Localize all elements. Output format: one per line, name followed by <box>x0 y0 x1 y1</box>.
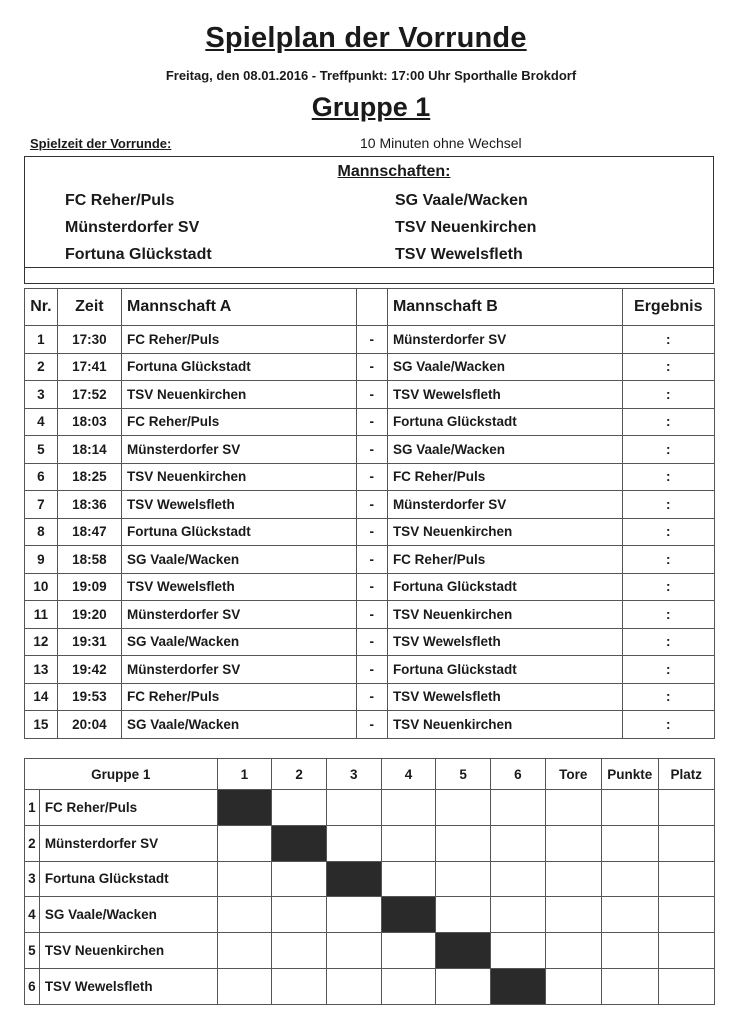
team-b: Fortuna Glückstadt <box>387 573 622 601</box>
team-a: Fortuna Glückstadt <box>122 518 357 546</box>
standings-self-cell <box>272 825 327 861</box>
standings-cell <box>272 897 327 933</box>
table-row <box>25 546 715 574</box>
match-number: 9 <box>25 546 58 574</box>
standings-cell <box>272 933 327 969</box>
standings-self-cell <box>217 790 272 826</box>
standings-cell <box>272 968 327 1004</box>
team-right-2: TSV Neuenkirchen <box>395 219 537 236</box>
table-row <box>25 656 715 684</box>
team-b: TSV Neuenkirchen <box>387 601 622 629</box>
team-a: Münsterdorfer SV <box>122 601 357 629</box>
standings-cell <box>272 790 327 826</box>
standings-self-cell <box>381 897 436 933</box>
table-row <box>25 573 715 601</box>
result-field: : <box>622 353 714 381</box>
standings-cell <box>545 825 601 861</box>
team-b: TSV Wewelsfleth <box>387 683 622 711</box>
team-b: Münsterdorfer SV <box>387 491 622 519</box>
standings-cell <box>601 825 658 861</box>
standings-cell <box>545 861 601 897</box>
team-a: SG Vaale/Wacken <box>122 546 357 574</box>
result-field: : <box>622 711 714 739</box>
standings-cell <box>381 861 436 897</box>
standings-col-header: 6 <box>490 759 545 790</box>
table-row <box>25 601 715 629</box>
teams-box-divider <box>25 267 713 268</box>
standings-cell <box>436 825 491 861</box>
standings-col-header: Tore <box>545 759 601 790</box>
standings-cell <box>326 968 381 1004</box>
standings-cell <box>381 968 436 1004</box>
result-field: : <box>622 408 714 436</box>
standings-col-header: 1 <box>217 759 272 790</box>
standings-cell <box>490 897 545 933</box>
table-row <box>25 491 715 519</box>
header-dash <box>356 289 387 326</box>
standings-cell <box>658 933 714 969</box>
team-b: Münsterdorfer SV <box>387 326 622 354</box>
team-b: TSV Neuenkirchen <box>387 518 622 546</box>
standings-cell <box>272 861 327 897</box>
match-dash: - <box>356 546 387 574</box>
match-dash: - <box>356 518 387 546</box>
match-number: 2 <box>25 353 58 381</box>
standings-cell <box>381 825 436 861</box>
standings-row <box>25 933 715 969</box>
match-dash: - <box>356 491 387 519</box>
standings-cell <box>658 861 714 897</box>
match-time: 18:03 <box>57 408 121 436</box>
standings-cell <box>326 825 381 861</box>
result-field: : <box>622 491 714 519</box>
match-dash: - <box>356 381 387 409</box>
standings-cell <box>490 825 545 861</box>
standings-cell <box>217 825 272 861</box>
standings-cell <box>490 861 545 897</box>
match-number: 4 <box>25 408 58 436</box>
spielzeit-label: Spielzeit der Vorrunde: <box>30 136 172 151</box>
header-nr: Nr. <box>25 289 58 326</box>
table-row <box>25 628 715 656</box>
match-dash: - <box>356 326 387 354</box>
match-number: 15 <box>25 711 58 739</box>
team-a: SG Vaale/Wacken <box>122 711 357 739</box>
match-time: 19:20 <box>57 601 121 629</box>
team-left-2: Münsterdorfer SV <box>65 219 200 236</box>
result-field: : <box>622 573 714 601</box>
standings-cell <box>217 968 272 1004</box>
match-number: 13 <box>25 656 58 684</box>
table-row <box>25 711 715 739</box>
standings-cell <box>436 968 491 1004</box>
table-row <box>25 436 715 464</box>
match-dash: - <box>356 656 387 684</box>
result-field: : <box>622 601 714 629</box>
group-title: Gruppe 1 <box>311 92 431 122</box>
match-time: 19:42 <box>57 656 121 684</box>
header-team-a: Mannschaft A <box>122 289 357 326</box>
standings-cell <box>658 825 714 861</box>
teams-box <box>24 156 714 284</box>
team-b: FC Reher/Puls <box>387 463 622 491</box>
team-b: SG Vaale/Wacken <box>387 436 622 464</box>
standings-col-header: 3 <box>326 759 381 790</box>
table-row <box>25 463 715 491</box>
header-result: Ergebnis <box>622 289 714 326</box>
standings-cell <box>436 897 491 933</box>
match-dash: - <box>356 628 387 656</box>
standings-cell <box>658 968 714 1004</box>
standings-cell <box>436 790 491 826</box>
team-a: TSV Neuenkirchen <box>122 463 357 491</box>
match-dash: - <box>356 408 387 436</box>
standings-team: Fortuna Glückstadt <box>39 861 217 897</box>
standings-table <box>24 758 715 1005</box>
result-field: : <box>622 326 714 354</box>
standings-row-number: 5 <box>25 933 40 969</box>
team-b: SG Vaale/Wacken <box>387 353 622 381</box>
team-b: TSV Wewelsfleth <box>387 628 622 656</box>
match-dash: - <box>356 711 387 739</box>
result-field: : <box>622 546 714 574</box>
schedule-body <box>25 326 715 739</box>
match-time: 18:47 <box>57 518 121 546</box>
standings-team: SG Vaale/Wacken <box>39 897 217 933</box>
table-row <box>25 683 715 711</box>
table-row <box>25 326 715 354</box>
team-a: FC Reher/Puls <box>122 408 357 436</box>
standings-col-header: 2 <box>272 759 327 790</box>
team-b: TSV Wewelsfleth <box>387 381 622 409</box>
team-a: TSV Wewelsfleth <box>122 573 357 601</box>
standings-row <box>25 825 715 861</box>
standings-team: FC Reher/Puls <box>39 790 217 826</box>
standings-cell <box>326 897 381 933</box>
match-time: 19:09 <box>57 573 121 601</box>
match-time: 18:14 <box>57 436 121 464</box>
standings-cell <box>545 897 601 933</box>
standings-cell <box>658 897 714 933</box>
match-dash: - <box>356 683 387 711</box>
header-team-b: Mannschaft B <box>387 289 622 326</box>
standings-self-cell <box>326 861 381 897</box>
match-number: 6 <box>25 463 58 491</box>
team-left-1: FC Reher/Puls <box>65 192 175 209</box>
team-a: Fortuna Glückstadt <box>122 353 357 381</box>
standings-cell <box>217 861 272 897</box>
standings-team: Münsterdorfer SV <box>39 825 217 861</box>
match-number: 14 <box>25 683 58 711</box>
team-b: Fortuna Glückstadt <box>387 408 622 436</box>
standings-cell <box>436 861 491 897</box>
standings-row-number: 3 <box>25 861 40 897</box>
standings-col-header: 5 <box>436 759 491 790</box>
match-number: 5 <box>25 436 58 464</box>
match-time: 19:31 <box>57 628 121 656</box>
standings-cell <box>658 790 714 826</box>
standings-cell <box>601 861 658 897</box>
result-field: : <box>622 381 714 409</box>
team-b: TSV Neuenkirchen <box>387 711 622 739</box>
table-row <box>25 353 715 381</box>
match-time: 18:36 <box>57 491 121 519</box>
event-subtitle: Freitag, den 08.01.2016 - Treffpunkt: 17:00 Uhr Sporthalle Brokdorf <box>165 68 577 83</box>
standings-cell <box>217 933 272 969</box>
standings-row-number: 2 <box>25 825 40 861</box>
match-time: 17:41 <box>57 353 121 381</box>
standings-col-header: Punkte <box>601 759 658 790</box>
standings-cell <box>601 968 658 1004</box>
standings-cell <box>326 933 381 969</box>
result-field: : <box>622 628 714 656</box>
match-number: 7 <box>25 491 58 519</box>
standings-row <box>25 861 715 897</box>
team-a: TSV Wewelsfleth <box>122 491 357 519</box>
standings-cell <box>326 790 381 826</box>
spielzeit-value: 10 Minuten ohne Wechsel <box>360 135 522 151</box>
result-field: : <box>622 683 714 711</box>
standings-col-header: Platz <box>658 759 714 790</box>
match-time: 20:04 <box>57 711 121 739</box>
standings-row-number: 1 <box>25 790 40 826</box>
standings-cell <box>381 790 436 826</box>
match-number: 8 <box>25 518 58 546</box>
match-number: 12 <box>25 628 58 656</box>
team-a: Münsterdorfer SV <box>122 656 357 684</box>
standings-cell <box>601 790 658 826</box>
result-field: : <box>622 463 714 491</box>
match-number: 1 <box>25 326 58 354</box>
standings-group-label: Gruppe 1 <box>25 759 218 790</box>
standings-row <box>25 968 715 1004</box>
standings-cell <box>490 790 545 826</box>
match-dash: - <box>356 573 387 601</box>
team-a: FC Reher/Puls <box>122 326 357 354</box>
standings-cell <box>545 968 601 1004</box>
standings-team: TSV Wewelsfleth <box>39 968 217 1004</box>
match-dash: - <box>356 353 387 381</box>
standings-row-number: 6 <box>25 968 40 1004</box>
standings-cell <box>545 790 601 826</box>
standings-body <box>25 790 715 1005</box>
match-time: 18:25 <box>57 463 121 491</box>
standings-row-number: 4 <box>25 897 40 933</box>
match-number: 3 <box>25 381 58 409</box>
match-dash: - <box>356 601 387 629</box>
match-time: 17:52 <box>57 381 121 409</box>
standings-row <box>25 897 715 933</box>
standings-cell <box>545 933 601 969</box>
team-b: FC Reher/Puls <box>387 546 622 574</box>
team-a: TSV Neuenkirchen <box>122 381 357 409</box>
standings-cell <box>490 933 545 969</box>
standings-row <box>25 790 715 826</box>
result-field: : <box>622 436 714 464</box>
schedule-table <box>24 288 715 739</box>
match-time: 18:58 <box>57 546 121 574</box>
team-a: SG Vaale/Wacken <box>122 628 357 656</box>
table-row <box>25 381 715 409</box>
team-right-3: TSV Wewelsfleth <box>395 246 523 263</box>
standings-cell <box>601 897 658 933</box>
table-row <box>25 518 715 546</box>
standings-self-cell <box>436 933 491 969</box>
team-left-3: Fortuna Glückstadt <box>65 246 212 263</box>
match-dash: - <box>356 436 387 464</box>
standings-cell <box>381 933 436 969</box>
standings-cell <box>217 897 272 933</box>
team-a: Münsterdorfer SV <box>122 436 357 464</box>
header-time: Zeit <box>57 289 121 326</box>
match-number: 10 <box>25 573 58 601</box>
page-title: Spielplan der Vorrunde <box>205 22 527 54</box>
standings-team: TSV Neuenkirchen <box>39 933 217 969</box>
standings-cell <box>601 933 658 969</box>
standings-header-row <box>25 759 715 790</box>
match-dash: - <box>356 463 387 491</box>
standings-self-cell <box>490 968 545 1004</box>
match-time: 17:30 <box>57 326 121 354</box>
table-row <box>25 408 715 436</box>
standings-col-header: 4 <box>381 759 436 790</box>
match-time: 19:53 <box>57 683 121 711</box>
result-field: : <box>622 656 714 684</box>
team-b: Fortuna Glückstadt <box>387 656 622 684</box>
schedule-header-row <box>25 289 715 326</box>
result-field: : <box>622 518 714 546</box>
teams-heading: Mannschaften: <box>337 163 451 180</box>
team-a: FC Reher/Puls <box>122 683 357 711</box>
match-number: 11 <box>25 601 58 629</box>
team-right-1: SG Vaale/Wacken <box>395 192 528 209</box>
